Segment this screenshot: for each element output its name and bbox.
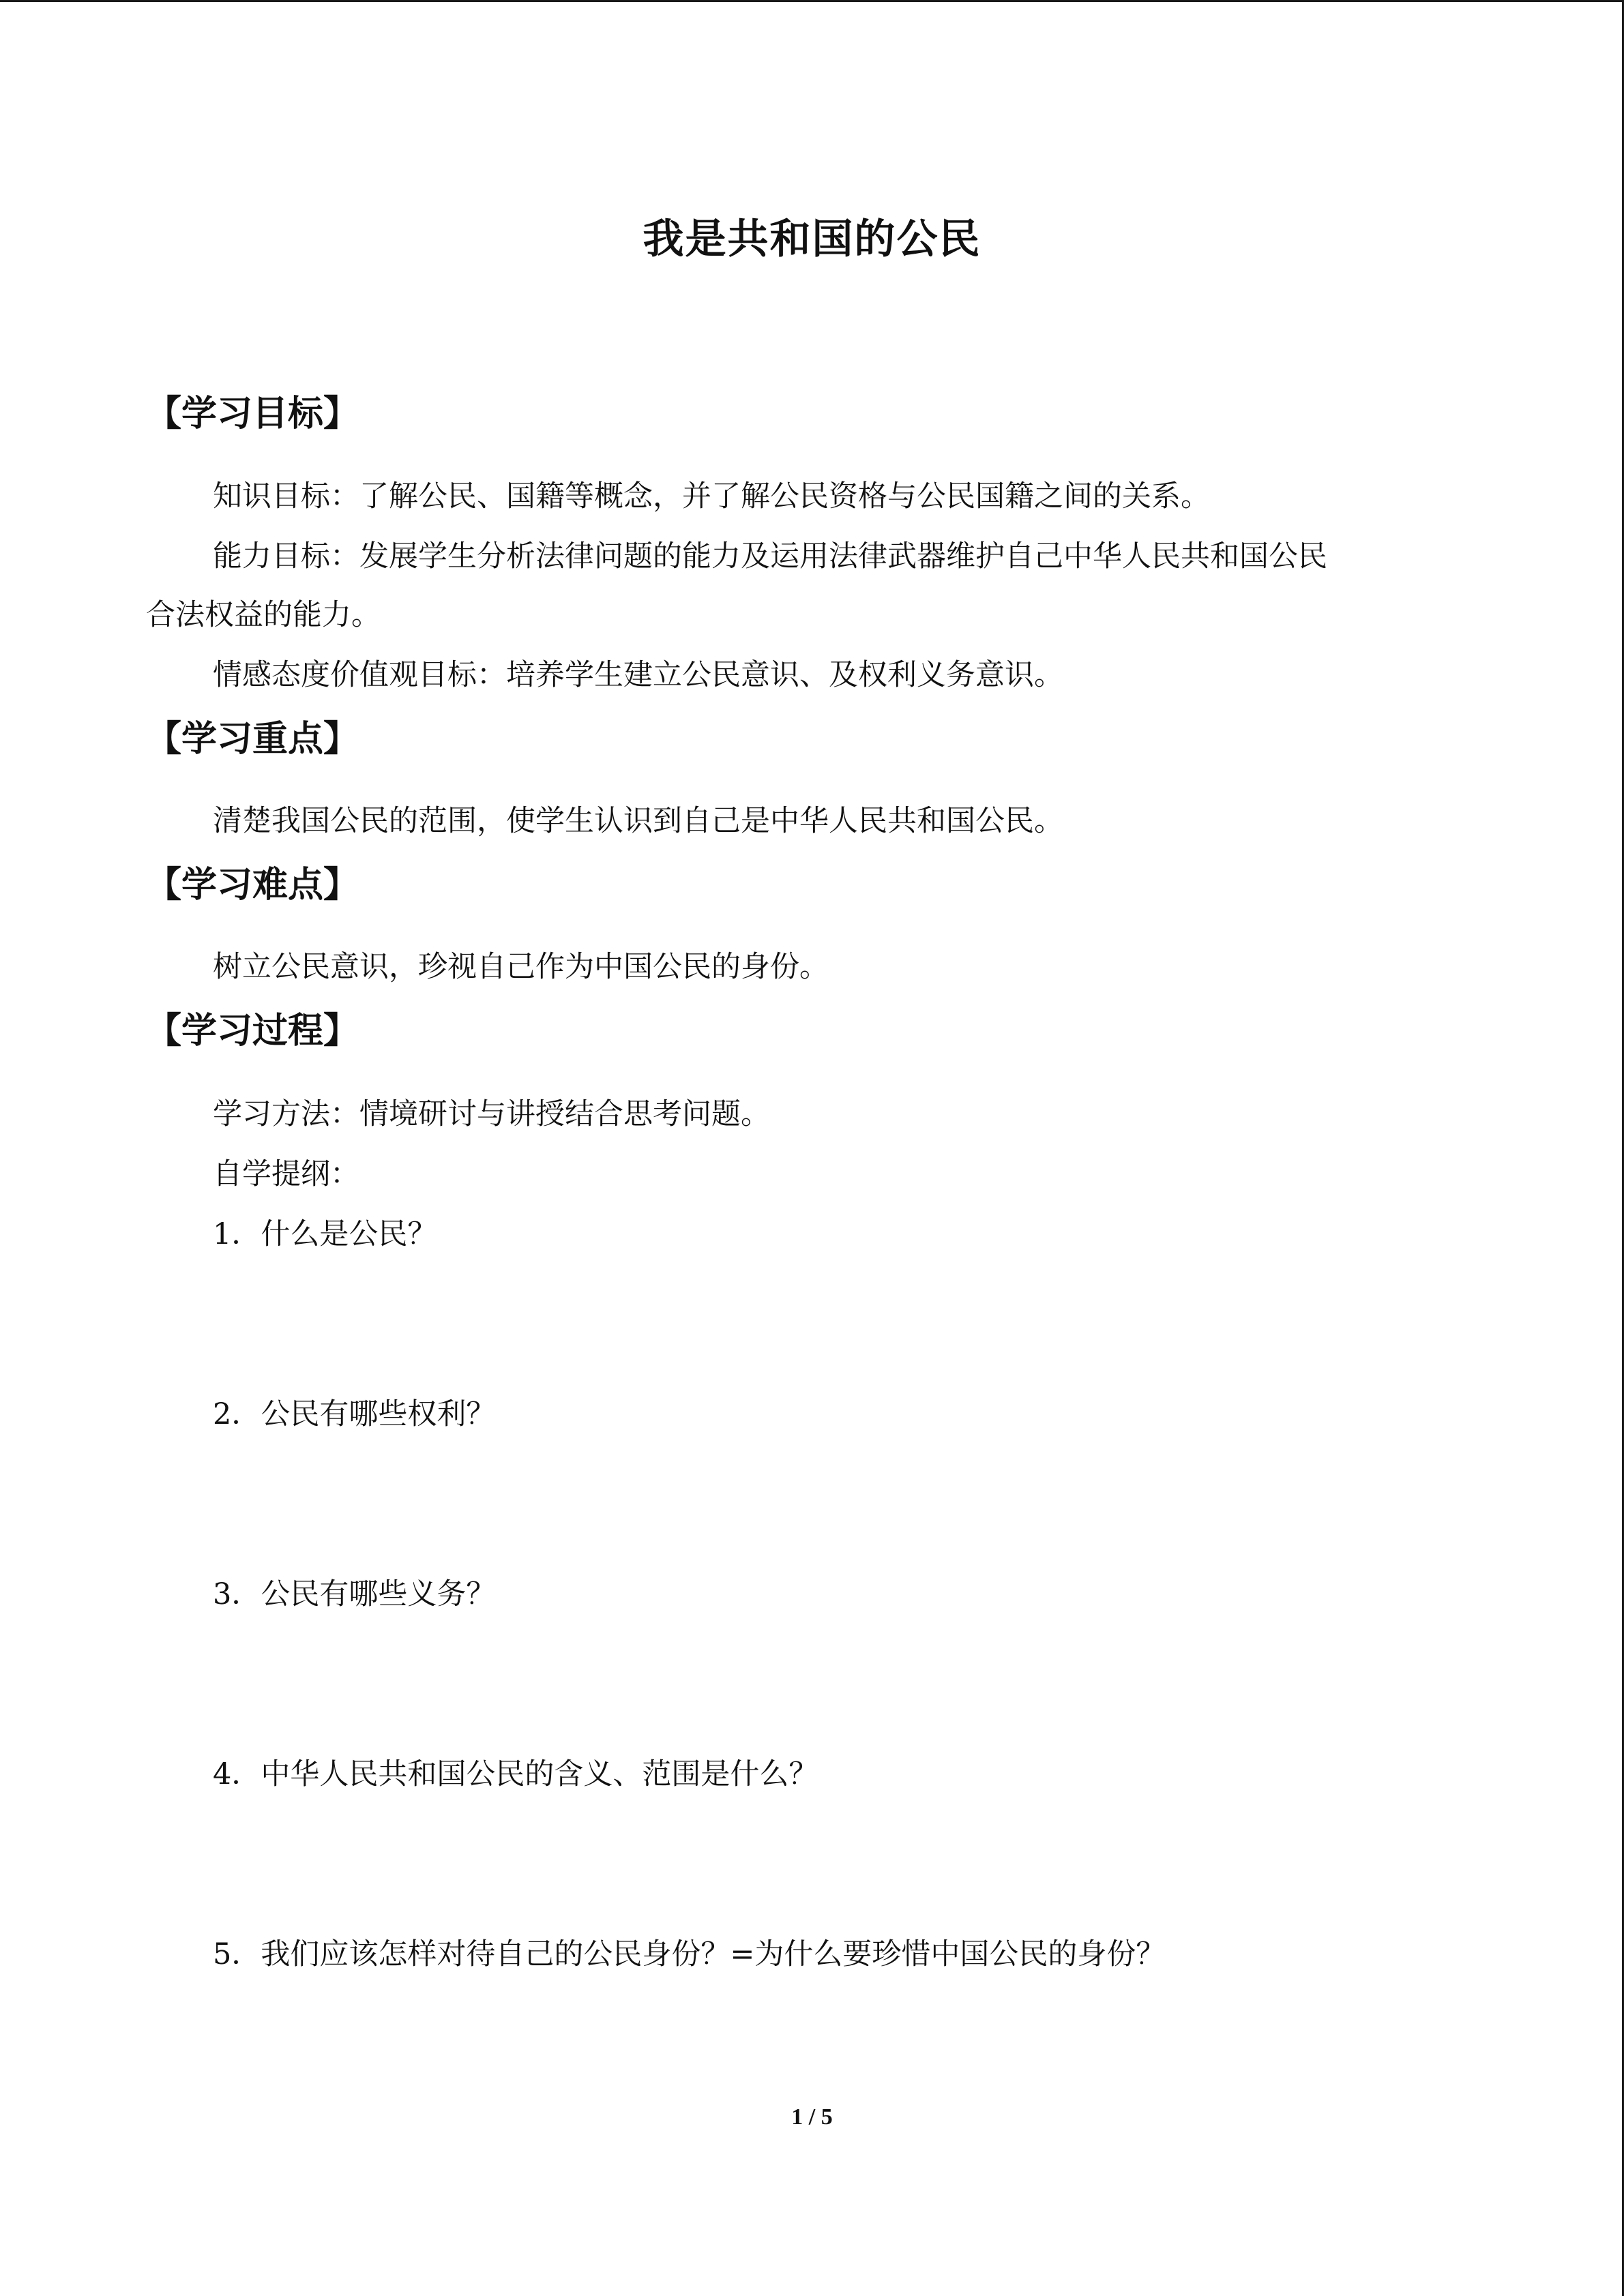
page-border-top <box>0 0 1624 2</box>
key-points-text: 清楚我国公民的范围，使学生认识到自己是中华人民共和国公民。 <box>213 804 1063 838</box>
objective-emotion: 情感态度价值观目标：培养学生建立公民意识、及权利义务意识。 <box>213 658 1063 692</box>
question-item: 2．公民有哪些权利？ <box>213 1397 496 1431</box>
process-outline-label: 自学提纲： <box>213 1157 359 1191</box>
question-item: 3．公民有哪些义务？ <box>213 1577 496 1611</box>
objective-ability-line1: 能力目标：发展学生分析法律问题的能力及运用法律武器维护自己中华人民共和国公民 <box>213 539 1327 573</box>
question-item: 4．中华人民共和国公民的含义、范围是什么？ <box>213 1757 818 1791</box>
objective-knowledge: 知识目标：了解公民、国籍等概念，并了解公民资格与公民国籍之间的关系。 <box>213 479 1210 513</box>
heading-key-points: 【学习重点】 <box>146 719 359 760</box>
document-title: 我是共和国的公民 <box>643 215 981 263</box>
heading-process: 【学习过程】 <box>146 1011 359 1052</box>
question-item: 1．什么是公民？ <box>213 1217 437 1251</box>
difficulties-text: 树立公民意识，珍视自己作为中国公民的身份。 <box>213 950 829 984</box>
heading-difficulties: 【学习难点】 <box>146 865 359 906</box>
heading-objectives: 【学习目标】 <box>146 393 359 434</box>
objective-ability-line2: 合法权益的能力。 <box>146 598 381 632</box>
page-number: 1 / 5 <box>791 2104 833 2130</box>
process-method: 学习方法：情境研讨与讲授结合思考问题。 <box>213 1097 770 1131</box>
question-item: 5．我们应该怎样对待自己的公民身份？=为什么要珍惜中国公民的身份？ <box>213 1937 1166 1971</box>
